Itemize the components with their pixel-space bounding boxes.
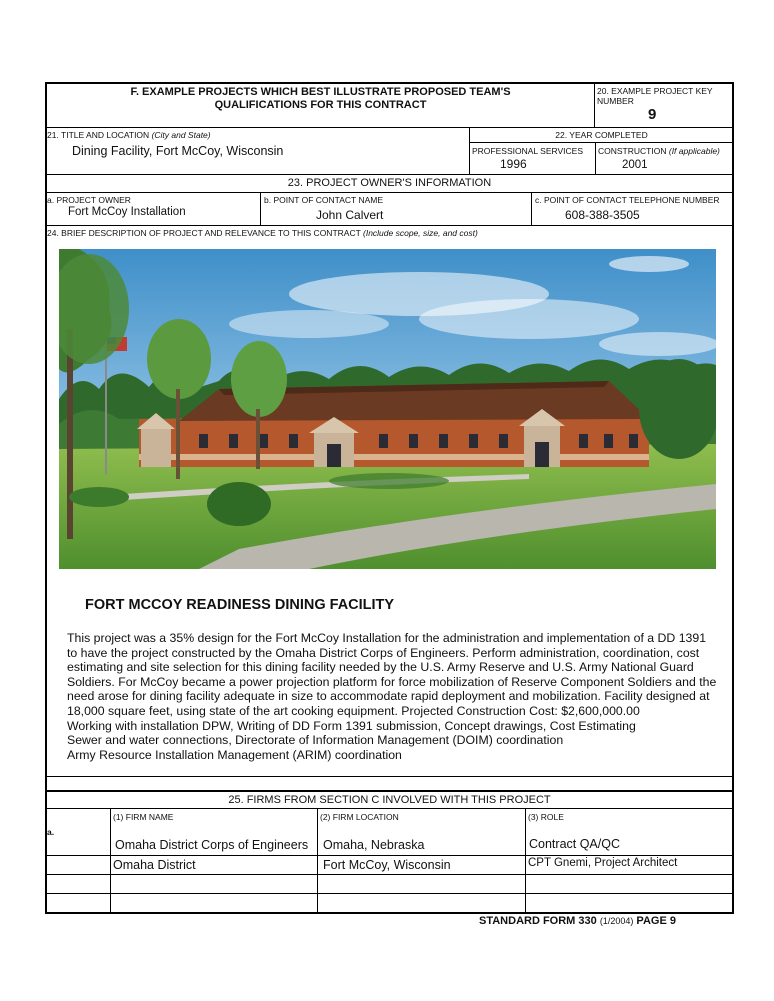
form-name: STANDARD FORM 330 (479, 915, 597, 927)
description-line-6: 18,000 square feet, using state of the art cooking equipment. Projected Construction Cost: $2,600,000.00 (67, 703, 640, 718)
year-completed-label: 22. YEAR COMPLETED (555, 130, 648, 140)
firm-role-cell: CPT Gnemi, Project Architect (528, 857, 678, 869)
project-owner-value: Fort McCoy Installation (68, 206, 186, 218)
owner-info-label: 23. PROJECT OWNER'S INFORMATION (287, 177, 492, 189)
form-date: (1/2004) (599, 916, 634, 926)
description-line-4: Soldiers. For McCoy became a power projection platform for force mobilization of Reserve Component Soldiers and the (67, 674, 717, 689)
project-heading: FORT MCCOY READINESS DINING FACILITY (85, 597, 395, 613)
description-label: 24. BRIEF DESCRIPTION OF PROJECT AND RELEVANCE TO THIS CONTRACT (Include scope, size, and cost) (47, 228, 478, 238)
professional-services-label: PROFESSIONAL SERVICES (472, 146, 584, 156)
firm-role-col-header: (3) ROLE (528, 812, 564, 822)
project-rendering-image (59, 249, 716, 569)
title-location-label: 21. TITLE AND LOCATION (City and State) (47, 130, 211, 140)
description-line-2: to have the project constructed by the Omaha District Corps of Engineers. Perform administration, coordination, cost (67, 645, 700, 660)
firm-name-cell: Omaha District Corps of Engineers (115, 838, 309, 852)
contact-phone-value: 608-388-3505 (565, 208, 640, 222)
contact-name-label: b. POINT OF CONTACT NAME (264, 195, 384, 205)
contact-name-value: John Calvert (316, 208, 384, 222)
firm-location-cell: Omaha, Nebraska (323, 838, 425, 852)
description-line-8: Sewer and water connections, Directorate of Information Management (DOIM) coordination (67, 733, 564, 748)
description-line-5: need arose for dining facility adequate in size to accommodate rapid deployment and mobilization. Facility designed at (67, 689, 710, 704)
project-key-label-line1: 20. EXAMPLE PROJECT KEY (597, 86, 713, 96)
description-line-9: Army Resource Installation Management (ARIM) coordination (67, 747, 402, 762)
project-key-label (597, 86, 713, 106)
description-line-3: estimating and site selection for this dining facility needed by the U.S. Army Reserve and U.S. Army National Guard (67, 660, 694, 675)
project-key-label-line2: NUMBER (597, 96, 634, 106)
form-title (47, 86, 594, 112)
construction-value: 2001 (622, 159, 648, 171)
description-paragraph (67, 631, 716, 762)
description-line-7: Working with installation DPW, Writing of DD Form 1391 submission, Concept drawings, Cost Estimating (67, 718, 636, 733)
professional-services-value: 1996 (500, 157, 527, 171)
title-location-value: Dining Facility, Fort McCoy, Wisconsin (72, 144, 284, 158)
page-label: PAGE 9 (636, 915, 676, 927)
form-title-line1: F. EXAMPLE PROJECTS WHICH BEST ILLUSTRATE PROPOSED TEAM'S (130, 86, 511, 98)
firms-section-label: 25. FIRMS FROM SECTION C INVOLVED WITH THIS PROJECT (228, 794, 551, 806)
project-owner-label: a. PROJECT OWNER (47, 195, 131, 205)
firm-name-cell: Omaha District (113, 858, 196, 872)
firm-location-col-header: (2) FIRM LOCATION (320, 812, 399, 822)
description-line-1: This project was a 35% design for the Fort McCoy Installation for the administration and implementation of a DD 1391 (67, 631, 707, 645)
form-title-line2: QUALIFICATIONS FOR THIS CONTRACT (214, 99, 427, 111)
firm-role-cell: Contract QA/QC (529, 837, 620, 851)
construction-label: CONSTRUCTION (If applicable) (598, 146, 720, 156)
firm-location-cell: Fort McCoy, Wisconsin (323, 858, 451, 872)
contact-phone-label: c. POINT OF CONTACT TELEPHONE NUMBER (535, 195, 720, 205)
form-footer (479, 915, 676, 927)
firm-name-col-header: (1) FIRM NAME (113, 812, 174, 822)
row-a-label: a. (47, 827, 55, 837)
project-key-value: 9 (648, 106, 657, 123)
